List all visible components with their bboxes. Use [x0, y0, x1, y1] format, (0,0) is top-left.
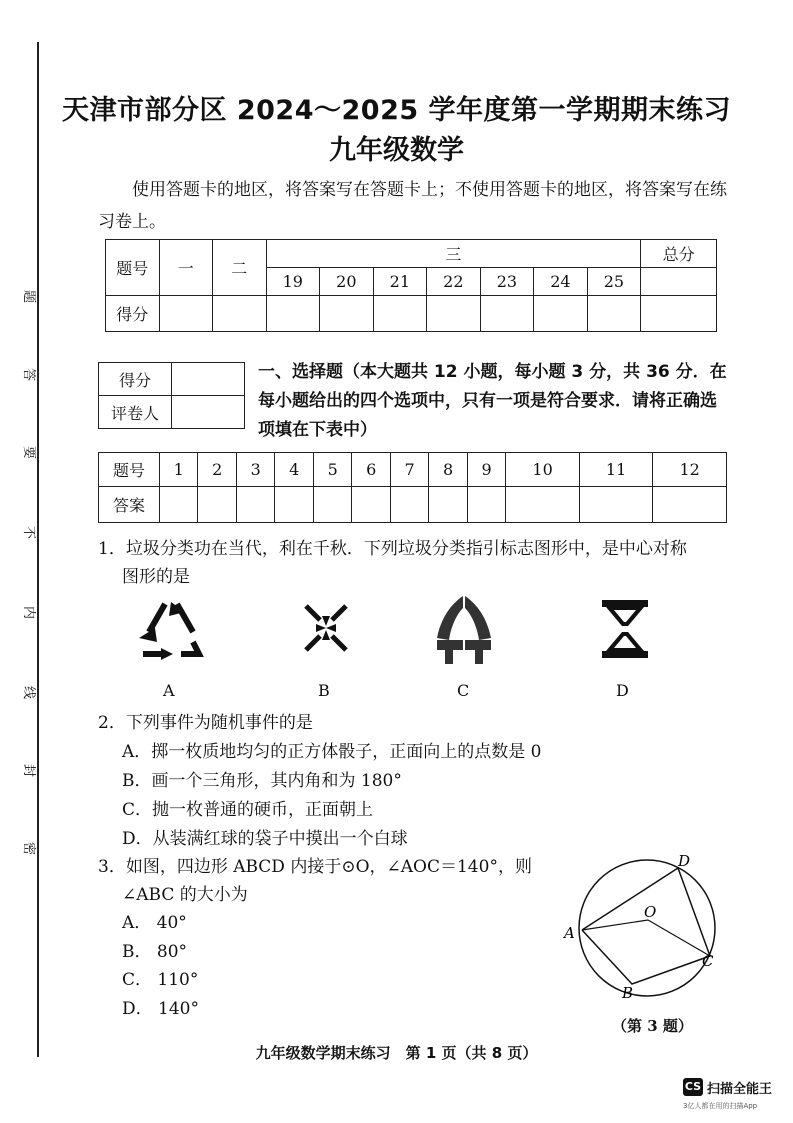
margin-char: 内 [21, 605, 37, 620]
score-table-cell[interactable] [587, 296, 641, 332]
scanner-slogan: 3亿人都在用的扫描App [683, 1102, 758, 1110]
score-table-label-score: 得分 [106, 296, 160, 332]
q2-text: 2．下列事件为随机事件的是 [98, 713, 313, 733]
q1-option-label-b[interactable]: B [318, 681, 330, 700]
margin-char: 答 [21, 367, 37, 382]
margin-char: 封 [21, 763, 37, 778]
label-d: D [678, 852, 691, 870]
score-table-cell[interactable] [534, 296, 588, 332]
score-table [105, 239, 717, 332]
label-o: O [644, 903, 657, 921]
label-b: B [622, 984, 634, 1002]
score-table-sub-col: 25 [587, 268, 641, 296]
answer-table-qno: 6 [352, 453, 390, 487]
q1-option-label-c[interactable]: C [457, 681, 470, 700]
score-table-col-total: 总分 [641, 240, 717, 268]
score-table-cell[interactable] [266, 296, 320, 332]
score-table-cell[interactable] [159, 296, 213, 332]
scanner-name: 扫描全能王 [707, 1082, 773, 1097]
answer-cell[interactable] [160, 487, 198, 523]
recycle-arrows-icon [135, 598, 207, 662]
margin-char: 线 [21, 685, 37, 700]
scanner-logo-icon: CS [683, 1078, 703, 1096]
q1-text-line2: 图形的是 [122, 567, 190, 587]
answer-cell[interactable] [653, 487, 727, 523]
exam-subtitle: 九年级数学 [329, 135, 464, 166]
score-table-cell[interactable] [213, 296, 267, 332]
binding-line [37, 42, 39, 1057]
circle-figure [560, 852, 730, 1012]
q3-option-b[interactable]: B． 80° [122, 942, 188, 962]
q1-option-label-d[interactable]: D [616, 681, 629, 700]
q3-option-a[interactable]: A． 40° [122, 913, 187, 933]
page-footer: 九年级数学期末练习 第 1 页（共 8 页） [255, 1044, 538, 1062]
margin-char: 要 [21, 445, 37, 460]
score-table-label-qno: 题号 [106, 240, 160, 296]
score-table-sub-col: 19 [266, 268, 320, 296]
grader-name-cell[interactable] [172, 396, 245, 429]
answer-cell[interactable] [352, 487, 390, 523]
margin-char: 不 [21, 525, 37, 540]
cross-arrows-icon [300, 600, 352, 656]
answer-cell[interactable] [429, 487, 467, 523]
section-1-title: 一、选择题（本大题共 12 小题，每小题 3 分，共 36 分．在每小题给出的四个选项中，只有一项是符合要求．请将正确选项填在下表中） [258, 362, 727, 440]
q3-option-c[interactable]: C． 110° [122, 970, 199, 990]
grader-score-label: 得分 [99, 363, 172, 396]
score-table-sub-col: 21 [373, 268, 427, 296]
score-table-sub-col: 22 [427, 268, 481, 296]
score-table-sub-col: 20 [320, 268, 374, 296]
q2-option-d[interactable]: D．从装满红球的袋子中摸出一个白球 [122, 829, 408, 849]
margin-char: 密 [21, 841, 37, 856]
q3-text-line2: ∠ABC 的大小为 [122, 885, 248, 905]
label-a: A [564, 924, 575, 942]
q3-text-line1: 3．如图，四边形 ABCD 内接于⊙O，∠AOC＝140°，则 [98, 857, 532, 877]
figure-caption: （第 3 题） [612, 1017, 693, 1035]
exam-title: 天津市部分区 2024～2025 学年度第一学期期末练习 [61, 95, 732, 126]
answer-table-label-answer: 答案 [99, 487, 160, 523]
circle-o [579, 860, 715, 996]
q2-option-a[interactable]: A．掷一枚质地均匀的正方体骰子，正面向上的点数是 0 [122, 742, 542, 762]
answer-table-qno: 4 [275, 453, 313, 487]
answer-table-qno: 7 [390, 453, 428, 487]
score-table-sub-col: 24 [534, 268, 588, 296]
score-table-col-3: 三 [266, 240, 641, 268]
answer-table-qno: 8 [429, 453, 467, 487]
q2-option-b[interactable]: B．画一个三角形，其内角和为 180° [122, 771, 402, 791]
margin-char: 题 [21, 289, 37, 304]
hourglass-icon [600, 598, 650, 660]
score-table-sub-col: 23 [480, 268, 534, 296]
label-c: C [702, 952, 714, 970]
answer-table-qno: 3 [236, 453, 274, 487]
answer-cell[interactable] [506, 487, 580, 523]
score-table-cell[interactable] [373, 296, 427, 332]
grader-score-cell[interactable] [172, 363, 245, 396]
answer-cell[interactable] [275, 487, 313, 523]
answer-table-label-qno: 题号 [99, 453, 160, 487]
answer-table-qno: 12 [653, 453, 727, 487]
answer-cell[interactable] [236, 487, 274, 523]
quadrilateral-abcd [582, 868, 710, 984]
answer-table-qno: 11 [579, 453, 653, 487]
answer-table-qno: 10 [506, 453, 580, 487]
q1-text-line1: 1．垃圾分类功在当代，利在千秋．下列垃圾分类指引标志图形中，是中心对称 [98, 539, 687, 559]
q3-option-d: D． 140° [122, 999, 199, 1019]
grader-name-label: 评卷人 [99, 396, 172, 429]
answer-table [98, 452, 727, 523]
q1-option-label-a[interactable]: A [163, 681, 175, 700]
answer-table-qno: 5 [313, 453, 351, 487]
score-table-cell[interactable] [480, 296, 534, 332]
score-table-cell[interactable] [427, 296, 481, 332]
answer-cell[interactable] [579, 487, 653, 523]
score-table-cell[interactable] [320, 296, 374, 332]
score-table-col-2: 二 [213, 240, 267, 296]
score-table-cell[interactable] [641, 268, 717, 296]
answer-cell[interactable] [198, 487, 236, 523]
answer-table-qno: 9 [467, 453, 505, 487]
mirror-arrows-icon [433, 594, 495, 666]
answer-cell[interactable] [313, 487, 351, 523]
score-table-col-1: 一 [159, 240, 213, 296]
answer-cell[interactable] [467, 487, 505, 523]
score-table-cell[interactable] [641, 296, 717, 332]
q2-option-c[interactable]: C．抛一枚普通的硬币，正面朝上 [122, 800, 374, 820]
answer-table-qno: 2 [198, 453, 236, 487]
instructions: 使用答题卡的地区，将答案写在答题卡上；不使用答题卡的地区，将答案写在练习卷上。 [98, 180, 727, 232]
grader-box [98, 362, 245, 429]
answer-cell[interactable] [390, 487, 428, 523]
answer-table-qno: 1 [160, 453, 198, 487]
